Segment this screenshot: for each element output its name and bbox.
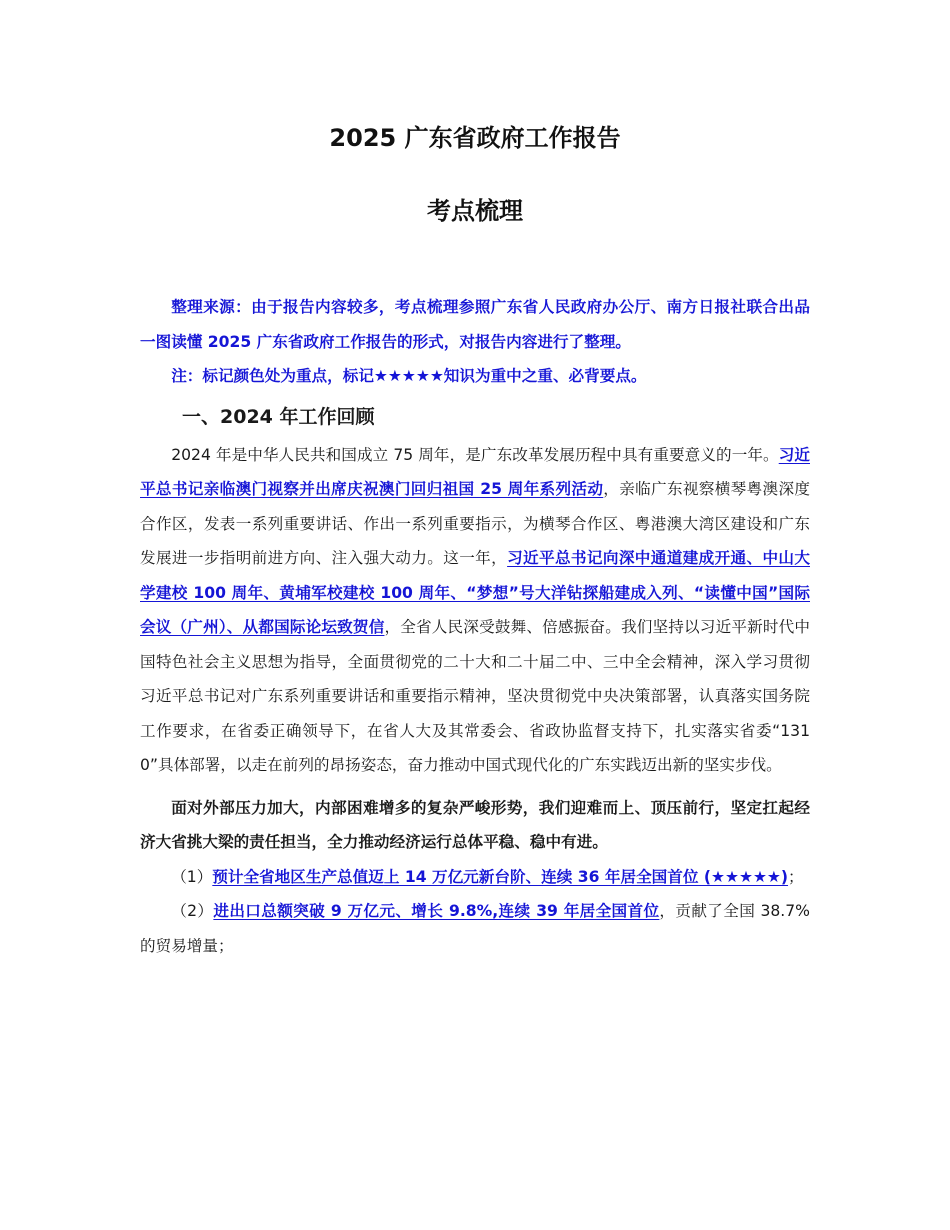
highlight-macau-visit: 习近平总书记亲临澳门视察并出席庆祝澳门回归祖国 25 周年系列活动 [140, 445, 810, 498]
mark-note: 注：标记颜色处为重点，标记★★★★★知识为重中之重、必背要点。 [171, 367, 647, 385]
highlight-trade: 进出口总额突破 9 万亿元、增长 9.8%,连续 39 年居全国首位 [213, 902, 660, 920]
highlight-congratulatory-letters: 习近平总书记向深中通道建成开通、中山大学建校 100 周年、黄埔军校建校 100 周年、“梦想”号大洋钻探船建成入列、“读懂中国”国际会议（广州）、从都国际论坛致贺信 [140, 549, 810, 636]
section-heading-review: 一、2024 年工作回顾 [182, 405, 375, 428]
item-suffix: ； [788, 867, 804, 886]
document-title: 2025 广东省政府工作报告 [329, 124, 621, 152]
highlight-gdp: 预计全省地区生产总值迈上 14 万亿元新台阶、连续 36 年居全国首位 (★★★★★) [212, 867, 789, 886]
paragraph-text: ，亲临广东视察横琴粤澳深度合作区，发表一系列重要讲话、作出一系列重要指示，为横琴合作区、粤港澳大湾区建设和广东发展进一步指明前进方向、注入强大动力。这一年， [140, 480, 810, 567]
item-suffix: ，贡献了全国 38.7%的贸易增量； [140, 902, 810, 955]
economy-paragraph: 面对外部压力加大，内部困难增多的复杂严峻形势，我们迎难而上、顶压前行，坚定扛起经济大省挑大梁的责任担当，全力推动经济运行总体平稳、稳中有进。 [140, 798, 810, 851]
paragraph-text: ，全省人民深受鼓舞、倍感振奋。我们坚持以习近平新时代中国特色社会主义思想为指导，全面贯彻党的二十大和二十届二中、三中全会精神，深入学习贯彻习近平总书记对广东系列重要讲话和重要指示精神，坚决贯彻党中央决策部署，认真落实国务院工作要求，在省委正确领导下，在省人大及其常委会、省政协监督支持下，扎实落实省委“1310”具体部署，以走在前列的昂扬姿态，奋力推动中国式现代化的广东实践迈出新的坚实步伐。 [140, 618, 810, 774]
document-subtitle: 考点梳理 [427, 197, 523, 225]
list-item-gdp [140, 860, 810, 895]
review-paragraph [140, 438, 810, 783]
list-item-trade [140, 894, 810, 963]
paragraph-text: 2024 年是中华人民共和国成立 75 周年，是广东改革发展历程中具有重要意义的一年。 [171, 445, 779, 464]
item-number: （1） [171, 867, 213, 886]
source-note: 整理来源：由于报告内容较多，考点梳理参照广东省人民政府办公厅、南方日报社联合出品一图读懂 2025 广东省政府工作报告的形式，对报告内容进行了整理。 [140, 298, 810, 351]
item-number: （2） [171, 902, 214, 920]
